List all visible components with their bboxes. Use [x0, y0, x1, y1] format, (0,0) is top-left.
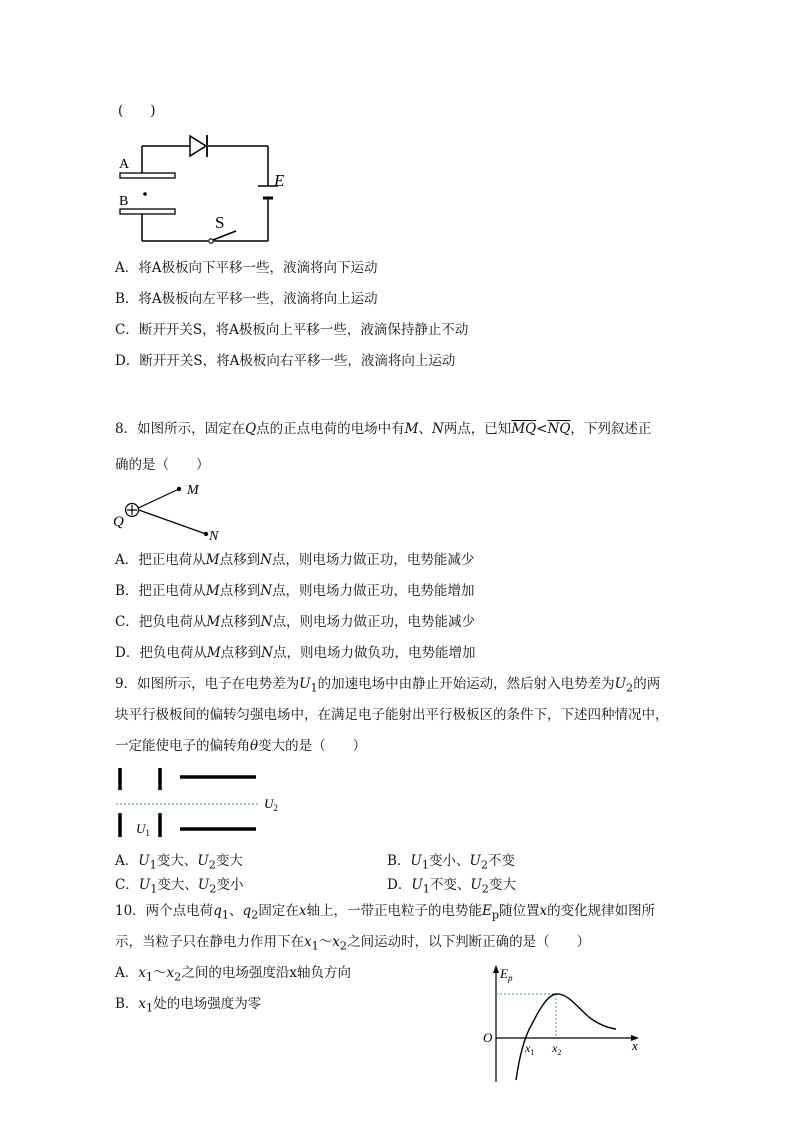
label-n: N — [209, 529, 219, 544]
label-b: B — [119, 194, 129, 209]
label-a: A — [119, 157, 130, 172]
label-e: E — [274, 171, 285, 190]
label-u1: $U_1$ — [136, 821, 150, 838]
label-u2: $U_2$ — [264, 796, 278, 813]
point-m-dot — [177, 487, 181, 491]
label-x2: $x_2$ — [552, 1041, 562, 1057]
q10-option-b: B．$x_1$处的电场强度为零 — [115, 996, 262, 1015]
q9-option-d: D．$U_1$不变、$U_2$变大 — [387, 877, 516, 896]
q9-stem-line3: 一定能使电子的偏转角θ变大的是（ ） — [115, 738, 367, 754]
q9-option-c: C．$U_1$变大、$U_2$变小 — [115, 877, 244, 896]
line-qm — [136, 489, 179, 509]
q10-ep-graph — [478, 962, 648, 1086]
q8-option-c: C．把负电荷从M点移到N点，则电场力做正功，电势能减少 — [115, 614, 475, 630]
label-ep: $E_p$ — [500, 966, 513, 983]
q7-option-d: D．断开开关S，将A极板向右平移一些，液滴将向上运动 — [115, 353, 456, 369]
label-q: Q — [113, 514, 124, 530]
q8-option-a: A．把正电荷从M点移到N点，则电场力做正功，电势能减少 — [115, 552, 475, 568]
q9-option-a: A．$U_1$变大、$U_2$变大 — [115, 853, 243, 872]
q10-stem-line2: 示，当粒子只在静电力作用下在$x_1\sim x_2$之间运动时，以下判断正确的是（ ） — [115, 934, 591, 953]
q9-stem-line2: 块平行极板间的偏转匀强电场中，在满足电子能射出平行极板区的条件下，下述四种情况中， — [115, 707, 669, 723]
label-origin: O — [483, 1030, 493, 1045]
plate-a — [120, 173, 175, 178]
q7-paren: ( ) — [118, 103, 156, 119]
y-axis-arrow-icon — [493, 965, 499, 973]
q8-charge-figure — [110, 478, 230, 544]
q9-option-b: B．$U_1$变小、$U_2$不变 — [387, 853, 516, 872]
diode-icon — [190, 136, 206, 156]
q7-circuit-figure — [112, 128, 302, 246]
point-n-dot — [204, 532, 208, 536]
q8-stem-line2: 确的是（ ） — [115, 457, 210, 473]
label-x-axis: x — [632, 1038, 638, 1053]
q10-option-a: A．$x_1\sim x_2$之间的电场强度沿x轴负方向 — [115, 965, 351, 984]
q7-option-c: C．断开开关S，将A极板向上平移一些，液滴保持静止不动 — [115, 322, 469, 338]
switch-contact — [209, 239, 213, 243]
line-qn — [136, 509, 206, 534]
plate-b — [120, 209, 175, 214]
q7-option-a: A．将A极板向下平移一些，液滴将向下运动 — [115, 260, 378, 276]
q9-deflection-figure — [112, 764, 287, 842]
q8-option-b: B．把正电荷从M点移到N点，则电场力做正功，电势能增加 — [115, 583, 475, 599]
q8-option-d: D．把负电荷从M点移到N点，则电场力做负功，电势能增加 — [115, 645, 476, 661]
switch-lever-icon — [213, 231, 236, 240]
q8-stem-line1: 8．如图所示，固定在Q点的正点电荷的电场中有M、N两点，已知$\overline{MQ}<\overline{NQ}$，下列叙述正 — [115, 421, 652, 437]
droplet-dot — [143, 192, 147, 196]
ep-curve — [516, 994, 616, 1080]
q10-stem-line1: 10．两个点电荷$q_1$、$q_2$固定在x轴上，一带正电粒子的电势能$E_p$随位置x的变化规律如图所 — [115, 903, 656, 922]
q7-option-b: B．将A极板向左平移一些，液滴将向上运动 — [115, 291, 378, 307]
label-x1: $x_1$ — [525, 1041, 535, 1057]
label-m: M — [187, 483, 199, 498]
q9-stem-line1: 9．如图所示，电子在电势差为$U_1$的加速电场中由静止开始运动，然后射入电势差为$U_2$的两 — [115, 676, 661, 695]
label-s: S — [215, 213, 225, 232]
